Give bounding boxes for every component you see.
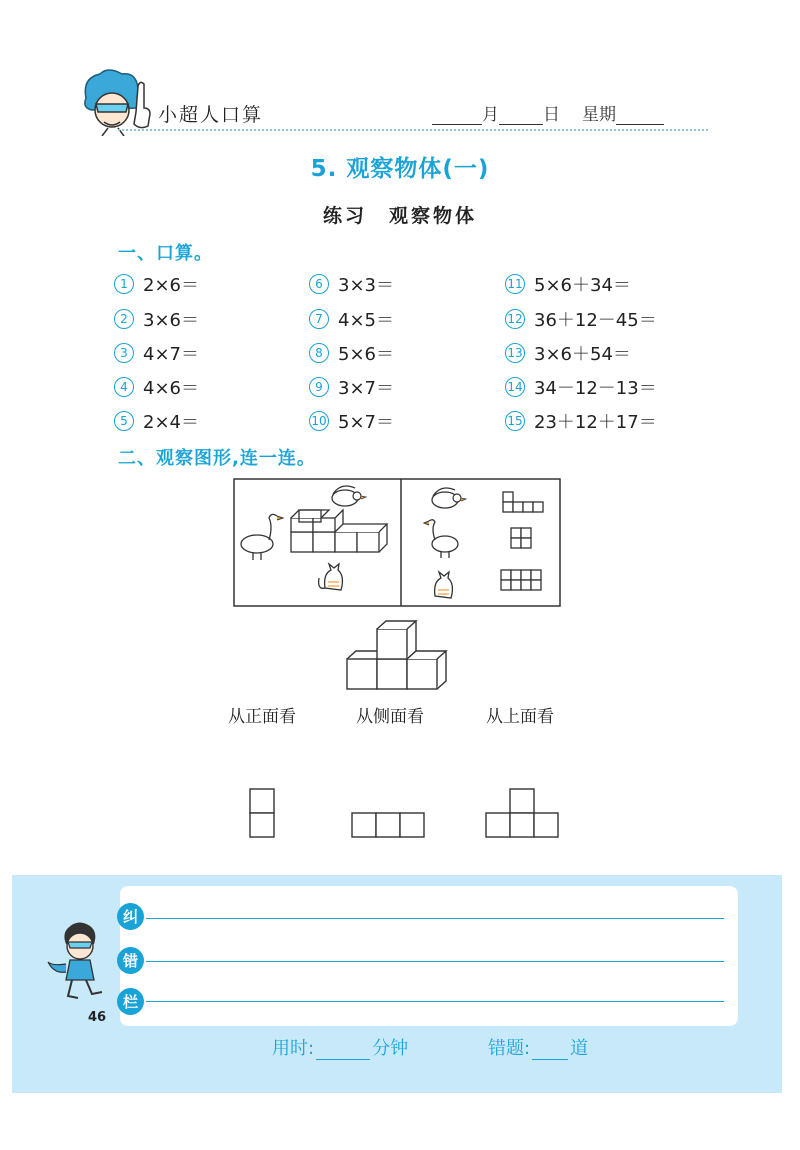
correction-box[interactable] — [120, 886, 738, 1026]
problem-expression: 4×6＝ — [143, 378, 199, 399]
problem-8[interactable] — [309, 340, 394, 366]
problem-14[interactable] — [505, 374, 657, 400]
error-stat — [488, 1034, 588, 1060]
problem-number-badge: 13 — [505, 343, 525, 363]
correction-char-1: 纠 — [117, 903, 144, 930]
problem-4[interactable] — [114, 374, 199, 400]
problem-expression: 34－12－13＝ — [534, 378, 657, 399]
problem-number-badge: 10 — [309, 411, 329, 431]
problem-expression: 4×5＝ — [338, 310, 394, 331]
problem-expression: 3×7＝ — [338, 378, 394, 399]
lesson-title: 练习 观察物体 — [322, 205, 477, 227]
problem-2[interactable] — [114, 306, 199, 332]
month-label: 月 — [482, 105, 499, 125]
problem-expression: 2×4＝ — [143, 412, 199, 433]
weekday-label: 星期 — [582, 105, 616, 125]
time-label: 用时: — [272, 1038, 315, 1059]
header-divider — [118, 129, 708, 131]
problem-expression: 3×6＋54＝ — [534, 344, 631, 365]
problem-expression: 36＋12－45＝ — [534, 310, 657, 331]
chapter-title: 5. 观察物体(一) — [310, 156, 490, 182]
problem-number-badge: 12 — [505, 309, 525, 329]
problem-7[interactable] — [309, 306, 394, 332]
day-blank[interactable] — [499, 105, 543, 125]
problem-number-badge: 6 — [309, 274, 329, 294]
correction-char-3: 栏 — [117, 988, 144, 1015]
problem-expression: 5×6＝ — [338, 344, 394, 365]
day-label: 日 — [543, 105, 560, 125]
view-label-side: 从侧面看 — [356, 707, 424, 727]
error-label: 错题: — [488, 1038, 531, 1059]
view-label-top: 从上面看 — [486, 707, 554, 727]
problem-5[interactable] — [114, 408, 199, 434]
correction-line-1[interactable] — [146, 918, 724, 919]
problem-expression: 23＋12＋17＝ — [534, 412, 657, 433]
problem-expression: 2×6＝ — [143, 275, 199, 296]
view-label-front: 从正面看 — [228, 707, 296, 727]
date-fields — [432, 100, 664, 125]
problem-10[interactable] — [309, 408, 394, 434]
error-unit: 道 — [570, 1038, 589, 1059]
problem-number-badge: 3 — [114, 343, 134, 363]
time-stat — [272, 1034, 408, 1060]
problem-expression: 5×6＋34＝ — [534, 275, 631, 296]
problem-number-badge: 4 — [114, 377, 134, 397]
problem-number-badge: 2 — [114, 309, 134, 329]
answer-shape-vertical[interactable] — [248, 787, 276, 839]
problem-expression: 5×7＝ — [338, 412, 394, 433]
problem-6[interactable] — [309, 271, 394, 297]
view-shape-row — [501, 570, 541, 590]
problem-number-badge: 9 — [309, 377, 329, 397]
error-blank[interactable] — [532, 1040, 568, 1060]
weekday-blank[interactable] — [616, 105, 664, 125]
mascot-logo-icon — [78, 68, 156, 136]
problem-11[interactable] — [505, 271, 631, 297]
month-blank[interactable] — [432, 105, 482, 125]
problem-9[interactable] — [309, 374, 394, 400]
correction-char-2: 错 — [117, 947, 144, 974]
view-shape-grid — [511, 528, 531, 548]
page-number: 46 — [88, 1010, 107, 1025]
problem-1[interactable] — [114, 271, 199, 297]
problem-expression: 3×3＝ — [338, 275, 394, 296]
correction-line-3[interactable] — [146, 1001, 724, 1002]
problem-number-badge: 15 — [505, 411, 525, 431]
correction-line-2[interactable] — [146, 961, 724, 962]
problem-number-badge: 8 — [309, 343, 329, 363]
brand-title: 小超人口算 — [158, 104, 264, 126]
problem-expression: 3×6＝ — [143, 310, 199, 331]
problem-number-badge: 11 — [505, 274, 525, 294]
section1-title: 一、口算。 — [118, 243, 213, 264]
problem-number-badge: 5 — [114, 411, 134, 431]
problem-number-badge: 14 — [505, 377, 525, 397]
problem-13[interactable] — [505, 340, 631, 366]
problem-15[interactable] — [505, 408, 657, 434]
observation-scene — [233, 478, 561, 608]
answer-shape-row[interactable] — [350, 811, 426, 839]
cube-figure — [344, 618, 450, 692]
answer-shape-tshape[interactable] — [484, 787, 560, 839]
problem-number-badge: 1 — [114, 274, 134, 294]
problem-3[interactable] — [114, 340, 199, 366]
problem-12[interactable] — [505, 306, 657, 332]
problem-number-badge: 7 — [309, 309, 329, 329]
time-unit: 分钟 — [372, 1038, 409, 1059]
problem-expression: 4×7＝ — [143, 344, 199, 365]
time-blank[interactable] — [316, 1040, 370, 1060]
mascot-runner-icon — [44, 918, 116, 1002]
section2-title: 二、观察图形,连一连。 — [118, 448, 316, 469]
